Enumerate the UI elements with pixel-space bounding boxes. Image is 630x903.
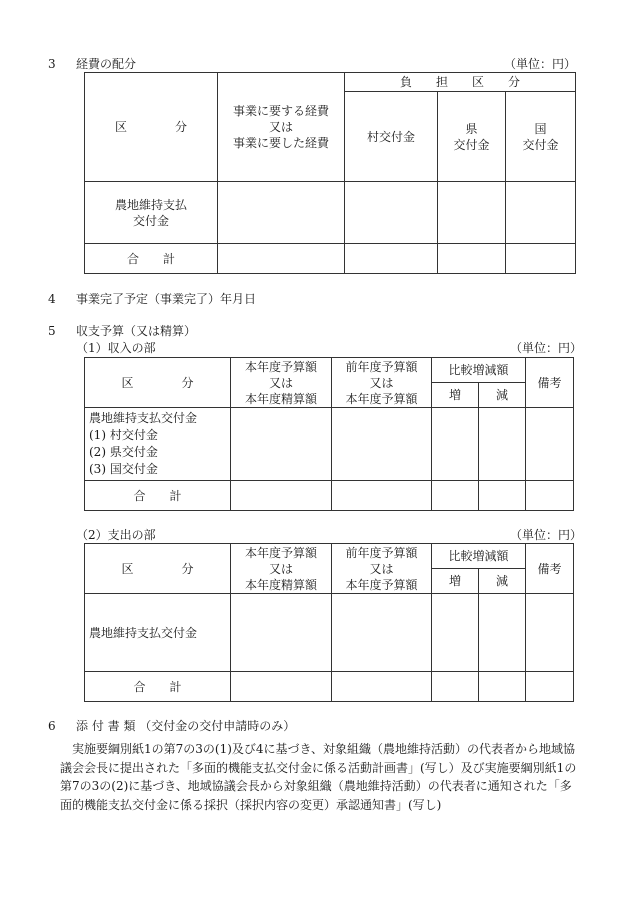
- income-total-label: 合 計: [85, 481, 231, 511]
- income-header-increase: 増: [432, 383, 479, 408]
- cell-nation[interactable]: [506, 182, 576, 244]
- section3-heading: 経費の配分: [76, 57, 137, 71]
- cost-allocation-table: [84, 72, 576, 274]
- expense-header-compare: 比較増減額: [432, 544, 526, 569]
- total-pref[interactable]: [438, 244, 506, 274]
- section5-number: 5: [48, 324, 56, 338]
- income-total-prev-year[interactable]: [332, 481, 432, 511]
- section4-number: 4: [48, 292, 56, 306]
- expense-header-remarks: 備考: [526, 544, 574, 594]
- income-header-compare: 比較増減額: [432, 358, 526, 383]
- expense-cell-increase[interactable]: [432, 594, 479, 672]
- header-kubun: 区 分: [85, 73, 218, 182]
- section6-number: 6: [48, 719, 56, 733]
- total-village[interactable]: [345, 244, 438, 274]
- expense-header-kubun: 区 分: [85, 544, 231, 594]
- expense-header-this-year: 本年度予算額 又は 本年度精算額: [231, 544, 332, 594]
- expense-total-remarks[interactable]: [526, 672, 574, 702]
- expense-total-label: 合 計: [85, 672, 231, 702]
- income-cell-remarks[interactable]: [526, 408, 574, 481]
- total-nation[interactable]: [506, 244, 576, 274]
- expense-header-decrease: 減: [479, 569, 526, 594]
- expense-header-increase: 増: [432, 569, 479, 594]
- header-burden: 負 担 区 分: [345, 73, 576, 92]
- expense-unit: （単位：円）: [510, 528, 583, 542]
- section4-heading: 事業完了予定（事業完了）年月日: [76, 292, 257, 306]
- section5-heading: 収支予算（又は精算）: [76, 324, 197, 338]
- income-total-this-year[interactable]: [231, 481, 332, 511]
- expense-header-prev-year: 前年度予算額 又は 本年度予算額: [332, 544, 432, 594]
- income-header-kubun: 区 分: [85, 358, 231, 408]
- income-total-decrease[interactable]: [479, 481, 526, 511]
- header-pref-grant: 県 交付金: [438, 92, 506, 182]
- income-cell-prev-year[interactable]: [332, 408, 432, 481]
- header-cost: 事業に要する経費 又は 事業に要した経費: [218, 73, 345, 182]
- header-nation-grant: 国 交付金: [506, 92, 576, 182]
- income-cell-decrease[interactable]: [479, 408, 526, 481]
- header-village-grant: 村交付金: [345, 92, 438, 182]
- section3-unit: （単位：円）: [504, 57, 577, 71]
- expense-title: （2）支出の部: [76, 528, 156, 542]
- income-header-prev-year: 前年度予算額 又は 本年度予算額: [332, 358, 432, 408]
- expense-total-decrease[interactable]: [479, 672, 526, 702]
- expense-cell-decrease[interactable]: [479, 594, 526, 672]
- expense-total-increase[interactable]: [432, 672, 479, 702]
- income-total-remarks[interactable]: [526, 481, 574, 511]
- expense-cell-prev-year[interactable]: [332, 594, 432, 672]
- expense-cell-remarks[interactable]: [526, 594, 574, 672]
- income-header-this-year: 本年度予算額 又は 本年度精算額: [231, 358, 332, 408]
- expense-table: [84, 543, 574, 702]
- income-title: （1）収入の部: [76, 341, 156, 355]
- cell-village[interactable]: [345, 182, 438, 244]
- income-row-labels: 農地維持支払交付金 (1) 村交付金 (2) 県交付金 (3) 国交付金: [85, 408, 231, 481]
- row-label-farmland: 農地維持支払 交付金: [85, 182, 218, 244]
- expense-total-this-year[interactable]: [231, 672, 332, 702]
- section6-paragraph: 実施要綱別紙1の第7の3の(1)及び4に基づき、対象組織（農地維持活動）の代表者から地域協議会会長に提出された「多面的機能支払交付金に係る活動計画書」(写し）及び実施要綱別紙1の第7の3の(2)に基づき、地域協議会長から対象組織（農地維持活動）の代表者に通知された「多面的機能支払交付金に係る採択（採択内容の変更）承認通知書」(写し): [60, 742, 577, 812]
- income-header-remarks: 備考: [526, 358, 574, 408]
- section6-heading: 添 付 書 類 （交付金の交付申請時のみ）: [76, 719, 296, 733]
- section3-number: 3: [48, 57, 56, 71]
- income-header-decrease: 減: [479, 383, 526, 408]
- expense-cell-this-year[interactable]: [231, 594, 332, 672]
- expense-row-label: 農地維持支払交付金: [85, 594, 231, 672]
- income-cell-increase[interactable]: [432, 408, 479, 481]
- income-cell-this-year[interactable]: [231, 408, 332, 481]
- expense-total-prev-year[interactable]: [332, 672, 432, 702]
- cell-cost[interactable]: [218, 182, 345, 244]
- total-cost[interactable]: [218, 244, 345, 274]
- income-total-increase[interactable]: [432, 481, 479, 511]
- income-table: [84, 357, 574, 511]
- cell-pref[interactable]: [438, 182, 506, 244]
- income-unit: （単位：円）: [510, 341, 583, 355]
- total-label: 合 計: [85, 244, 218, 274]
